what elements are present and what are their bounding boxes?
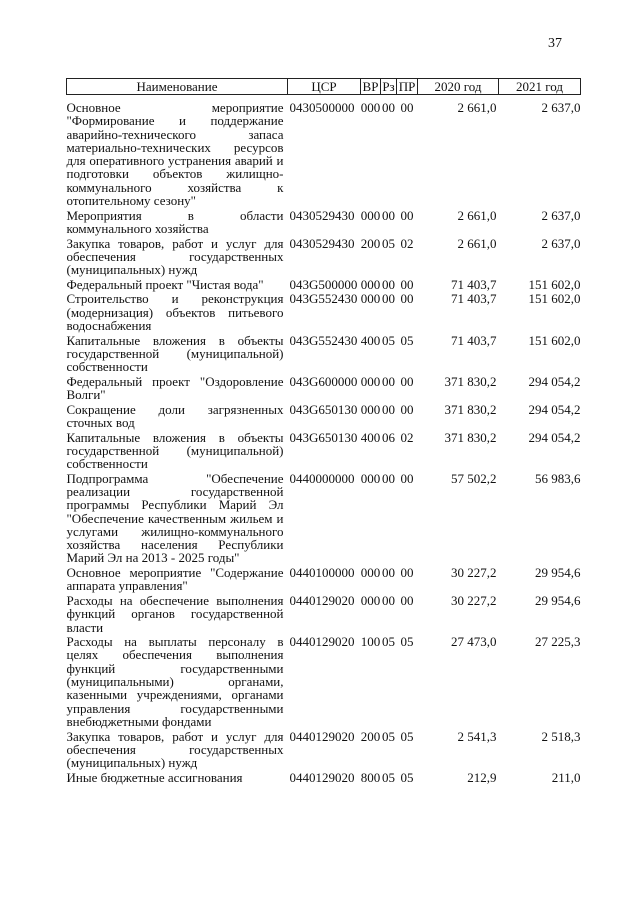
- row-value-2020: 2 541,3: [457, 728, 497, 744]
- row-pr: 00: [400, 207, 414, 223]
- row-value-2020: 371 830,2: [444, 401, 497, 417]
- row-rz: 00: [382, 291, 395, 307]
- table-row: [67, 209, 581, 237]
- table-row: [67, 472, 581, 566]
- row-name: Основное мероприятие "Формирование и поддержание аварийно-технического запаса материально-технических ресурсов для оперативного устранения аварий и подготовки объектов жилищно-коммунального хозяйства к отопительному сезону": [66, 100, 284, 209]
- row-pr: 02: [400, 429, 414, 445]
- row-value-2021: 294 054,2: [528, 401, 581, 417]
- row-value-2021: 2 518,3: [541, 728, 581, 744]
- row-code: 043G600000: [289, 373, 358, 389]
- row-value-2021: 211,0: [551, 769, 581, 785]
- table-row: [67, 278, 581, 293]
- row-code: 0440100000: [289, 565, 355, 581]
- row-name: Подпрограмма "Обеспечение реализации государственной программы Республики Марий Эл "Обеспечение качественным жильем и услугами жилищно-коммунального хозяйства населения Республики Марий Эл на 2013 - 2025 годы": [66, 470, 284, 566]
- row-pr: 00: [400, 373, 414, 389]
- row-pr: 00: [400, 565, 414, 581]
- row-rz: 05: [382, 769, 395, 785]
- row-pr: 00: [400, 592, 414, 608]
- row-value-2021: 151 602,0: [528, 276, 581, 292]
- row-pr: 00: [400, 291, 414, 307]
- row-value-2021: 56 983,6: [535, 470, 581, 486]
- row-vr: 000: [360, 291, 381, 307]
- row-vr: 400: [360, 429, 381, 445]
- table-row: [67, 431, 581, 472]
- row-value-2020: 30 227,2: [451, 592, 497, 608]
- table-header-row: [67, 79, 581, 95]
- row-rz: 00: [382, 592, 395, 608]
- row-value-2021: 151 602,0: [528, 332, 581, 348]
- header-rz: Рз: [382, 79, 395, 95]
- row-value-2020: 212,9: [467, 769, 497, 785]
- row-value-2021: 294 054,2: [528, 429, 581, 445]
- row-vr: 000: [360, 100, 381, 115]
- table-row: [67, 730, 581, 771]
- row-rz: 00: [382, 470, 395, 486]
- table-row: [67, 635, 581, 729]
- row-name: Федеральный проект "Оздоровление Волги": [66, 373, 284, 403]
- header-code: ЦСР: [288, 79, 361, 95]
- budget-table: [66, 78, 581, 785]
- row-value-2020: 371 830,2: [444, 429, 497, 445]
- row-value-2021: 27 225,3: [535, 634, 581, 650]
- table-row: [67, 403, 581, 431]
- row-rz: 05: [382, 728, 395, 744]
- row-name: Мероприятия в области коммунального хозяйства: [66, 207, 284, 236]
- row-name: Расходы на обеспечение выполнения функций органов государственной власти: [66, 592, 284, 635]
- row-name: Капитальные вложения в объекты государственной (муниципальной) собственности: [66, 332, 284, 375]
- row-name: Иные бюджетные ассигнования: [66, 769, 243, 785]
- row-code: 043G650130: [289, 401, 358, 417]
- row-pr: 02: [400, 235, 414, 251]
- row-vr: 800: [360, 769, 381, 785]
- row-vr: 200: [360, 728, 381, 744]
- row-value-2020: 30 227,2: [451, 565, 497, 581]
- row-vr: 000: [360, 592, 381, 608]
- row-name: Закупка товаров, работ и услуг для обеспечения государственных (муниципальных) нужд: [66, 728, 284, 771]
- row-pr: 05: [400, 728, 414, 744]
- header-pr: ПР: [397, 79, 418, 95]
- row-value-2020: 71 403,7: [451, 332, 497, 348]
- table-body: [67, 95, 581, 786]
- row-vr: 000: [360, 401, 381, 417]
- row-rz: 06: [382, 429, 395, 445]
- header-vr: ВР: [361, 79, 381, 95]
- row-pr: 05: [400, 634, 414, 650]
- row-value-2020: 27 473,0: [451, 634, 497, 650]
- table-row: [67, 594, 581, 635]
- table-row: [67, 334, 581, 375]
- table-row: [67, 566, 581, 594]
- table-row: [67, 237, 581, 278]
- row-name: Федеральный проект "Чистая вода": [66, 276, 264, 292]
- row-value-2020: 71 403,7: [451, 276, 497, 292]
- row-code: 0440129020: [289, 728, 355, 744]
- row-name: Расходы на выплаты персоналу в целях обеспечения выполнения функций государственными (муниципальными) органами, казенными учреждениями, органами управления государственными внебюджетными фондами: [66, 634, 284, 729]
- row-value-2021: 29 954,6: [535, 565, 581, 581]
- row-rz: 00: [382, 565, 395, 581]
- row-code: 0430529430: [289, 207, 355, 223]
- row-value-2021: 2 637,0: [541, 100, 581, 115]
- row-rz: 00: [382, 373, 395, 389]
- row-vr: 000: [360, 373, 381, 389]
- row-vr: 000: [360, 565, 381, 581]
- row-code: 0430500000: [289, 100, 355, 115]
- row-value-2020: 371 830,2: [444, 373, 497, 389]
- row-pr: 05: [400, 332, 414, 348]
- row-code: 0440129020: [289, 592, 355, 608]
- row-value-2021: 2 637,0: [541, 235, 581, 251]
- row-rz: 00: [382, 207, 395, 223]
- row-value-2020: 57 502,2: [451, 470, 497, 486]
- row-rz: 05: [382, 634, 395, 650]
- row-code: 043G552430: [289, 332, 358, 348]
- row-code: 043G650130: [289, 429, 358, 445]
- table-row: [67, 375, 581, 403]
- row-code: 043G552430: [289, 291, 358, 307]
- row-value-2021: 294 054,2: [528, 373, 581, 389]
- row-value-2021: 2 637,0: [541, 207, 581, 223]
- table-row: [67, 771, 581, 786]
- row-value-2020: 2 661,0: [457, 207, 497, 223]
- row-code: 0430529430: [289, 235, 355, 251]
- table-row: [67, 101, 581, 209]
- row-value-2021: 151 602,0: [528, 291, 581, 307]
- row-pr: 00: [400, 276, 414, 292]
- header-2020: 2020 год: [418, 79, 499, 95]
- row-pr: 00: [400, 470, 414, 486]
- row-value-2020: 71 403,7: [451, 291, 497, 307]
- row-code: 043G500000: [289, 276, 358, 292]
- row-name: Основное мероприятие "Содержание аппарата управления": [66, 565, 284, 594]
- row-pr: 05: [400, 769, 414, 785]
- row-value-2020: 2 661,0: [457, 235, 497, 251]
- row-vr: 100: [360, 634, 381, 650]
- row-name: Строительство и реконструкция (модернизация) объектов питьевого водоснабжения: [66, 291, 284, 333]
- row-name: Закупка товаров, работ и услуг для обеспечения государственных (муниципальных) нужд: [66, 235, 284, 278]
- row-rz: 00: [382, 401, 395, 417]
- row-rz: 05: [382, 235, 395, 251]
- row-rz: 05: [382, 332, 395, 348]
- row-code: 0440129020: [289, 634, 355, 650]
- page-number: 37: [548, 36, 562, 51]
- header-2021: 2021 год: [499, 79, 581, 95]
- row-rz: 00: [382, 100, 395, 115]
- row-code: 0440129020: [289, 769, 355, 785]
- row-vr: 200: [360, 235, 381, 251]
- row-code: 0440000000: [289, 470, 355, 486]
- row-value-2021: 29 954,6: [535, 592, 581, 608]
- row-vr: 400: [360, 332, 381, 348]
- row-vr: 000: [360, 470, 381, 486]
- header-name: Наименование: [67, 79, 288, 95]
- row-rz: 00: [382, 276, 395, 292]
- row-pr: 00: [400, 401, 414, 417]
- row-vr: 000: [360, 207, 381, 223]
- row-value-2020: 2 661,0: [457, 100, 497, 115]
- table-row: [67, 292, 581, 333]
- row-pr: 00: [400, 100, 414, 115]
- row-name: Сокращение доли загрязненных сточных вод: [66, 401, 284, 430]
- row-vr: 000: [360, 276, 381, 292]
- row-name: Капитальные вложения в объекты государственной (муниципальной) собственности: [66, 429, 284, 472]
